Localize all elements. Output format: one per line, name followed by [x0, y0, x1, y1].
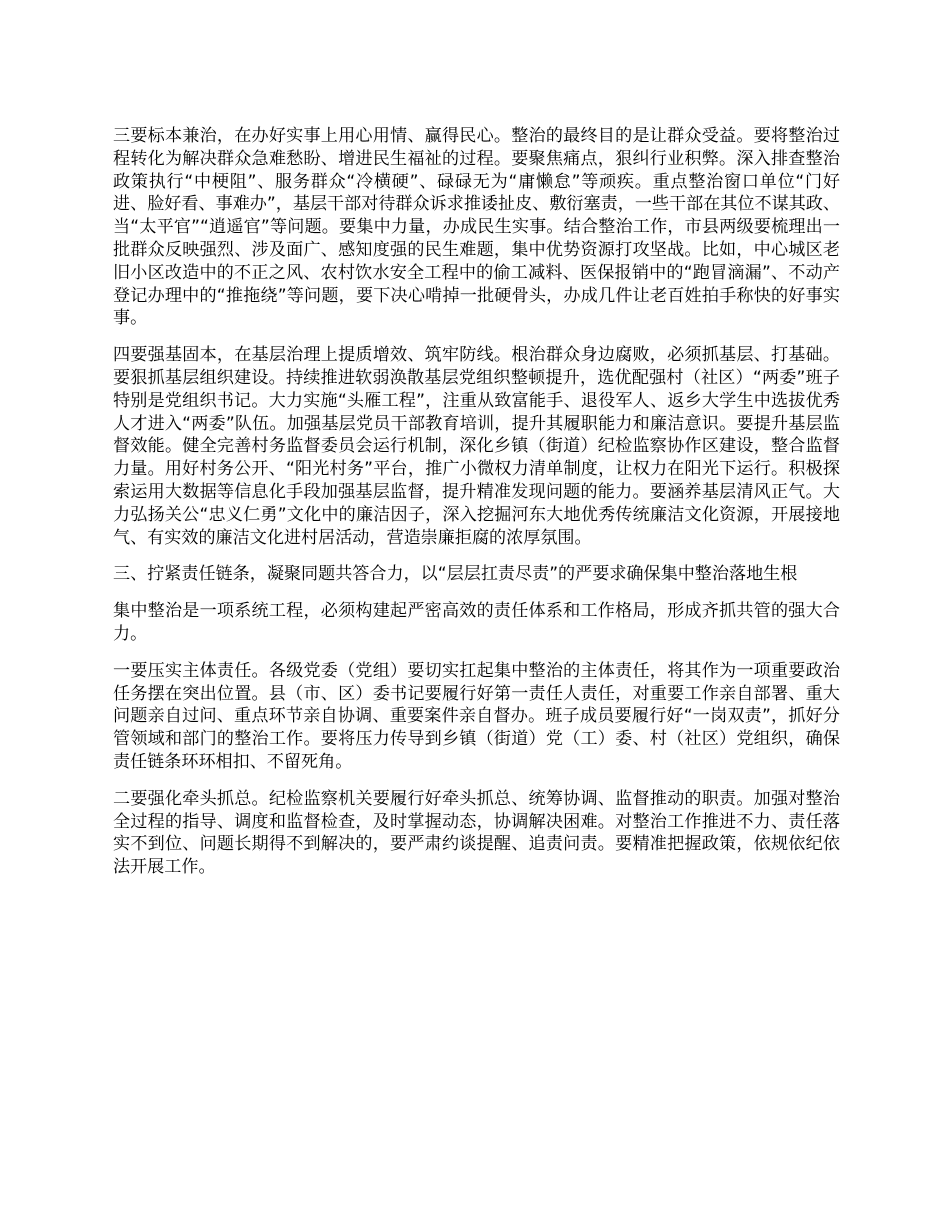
paragraph-system-project: 集中整治是一项系统工程，必须构建起严密高效的责任体系和工作格局，形成齐抓共管的强大合力。 — [113, 601, 840, 644]
paragraph-lead-coordination: 二要强化牵头抓总。纪检监察机关要履行好牵头抓总、统筹协调、监督推动的职责。加强对整治全过程的指导、调度和监督检查，及时掌握动态，协调解决困难。对整治工作推进不力、责任落实不到位、问题长期得不到解决的，要严肃约谈提醒、追责问责。要精准把握政策，依规依纪依法开展工作。 — [113, 788, 840, 878]
paragraph-grassroots-governance: 四要强基固本，在基层治理上提质增效、筑牢防线。根治群众身边腐败，必须抓基层、打基础。要狠抓基层组织建设。持续推进软弱涣散基层党组织整顿提升，选优配强村（社区）“两委”班子特别是党组织书记。大力实施“头雁工程”，注重从致富能手、退役军人、返乡大学生中选拔优秀人才进入“两委”队伍。加强基层党员干部教育培训，提升其履职能力和廉洁意识。要提升基层监督效能。健全完善村务监督委员会运行机制，深化乡镇（街道）纪检监察协作区建设，整合监督力量。用好村务公开、“阳光村务”平台，推广小微权力清单制度，让权力在阳光下运行。积极探索运用大数据等信息化手段加强基层监督，提升精准发现问题的能力。要涵养基层清风正气。大力弘扬关公“忠义仁勇”文化中的廉洁因子，深入挖掘河东大地优秀传统廉洁文化资源，开展接地气、有实效的廉洁文化进村居活动，营造崇廉拒腐的浓厚氛围。 — [113, 345, 840, 548]
document-body — [113, 125, 840, 893]
paragraph-main-responsibility: 一要压实主体责任。各级党委（党组）要切实扛起集中整治的主体责任，将其作为一项重要政治任务摆在突出位置。县（市、区）委书记要履行好第一责任人责任，对重要工作亲自部署、重大问题亲自过问、重点环节亲自协调、重要案件亲自督办。班子成员要履行好“一岗双责”，抓好分管领域和部门的整治工作。要将压力传导到乡镇（街道）党（工）委、村（社区）党组织，确保责任链条环环相扣、不留死角。 — [113, 660, 840, 772]
paragraph-standards-and-root-causes: 三要标本兼治，在办好实事上用心用情、赢得民心。整治的最终目的是让群众受益。要将整治过程转化为解决群众急难愁盼、增进民生福祉的过程。要聚焦痛点，狠纠行业积弊。深入排查整治政策执行“中梗阻”、服务群众“冷横硬”、碌碌无为“庸懒怠”等顽疾。重点整治窗口单位“门好进、脸好看、事难办”，基层干部对待群众诉求推诿扯皮、敷衍塞责，一些干部在其位不谋其政、当“太平官”“逍遥官”等问题。要集中力量，办成民生实事。结合整治工作，市县两级要梳理出一批群众反映强烈、涉及面广、感知度强的民生难题，集中优势资源打攻坚战。比如，中心城区老旧小区改造中的不正之风、农村饮水安全工程中的偷工减料、医保报销中的“跑冒滴漏”、不动产登记办理中的“推拖绕”等问题，要下决心啃掉一批硬骨头，办成几件让老百姓拍手称快的好事实事。 — [113, 126, 840, 329]
section-heading-responsibility-chain: 三、拧紧责任链条，凝聚同题共答合力，以“层层扛责尽责”的严要求确保集中整治落地生根 — [113, 564, 798, 585]
